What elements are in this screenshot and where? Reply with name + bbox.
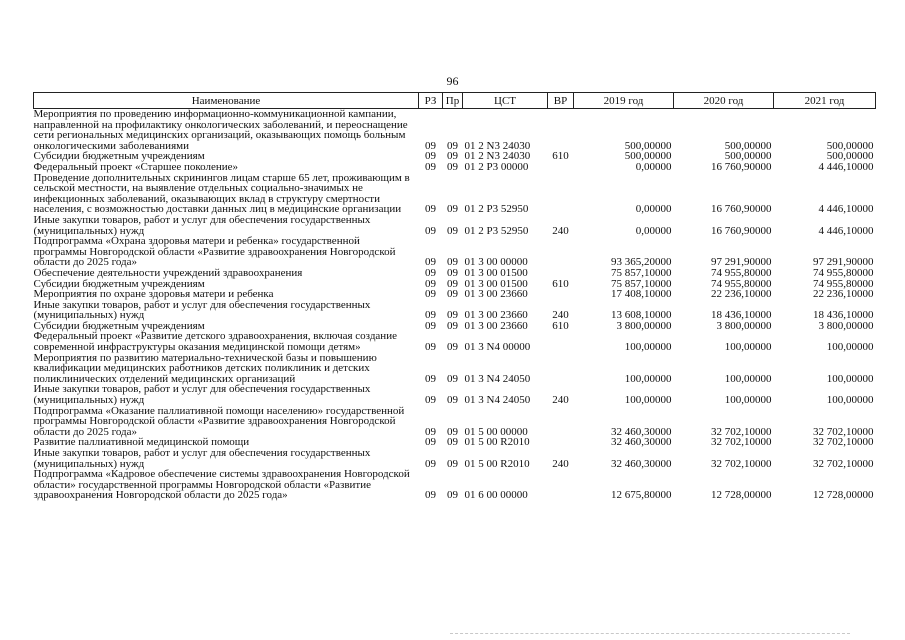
page-number: 96 <box>446 74 459 88</box>
cell-vr <box>548 236 574 268</box>
table-row <box>34 448 876 469</box>
cell-rz: 09 <box>425 457 436 470</box>
cell-pr: 09 <box>447 277 458 290</box>
cell-vr <box>548 268 574 279</box>
cell-cst: 01 3 N4 24050 <box>464 394 531 407</box>
cell-cst: 01 3 00 00000 <box>464 256 528 269</box>
cell-cst: 01 3 N4 24050 <box>464 372 531 385</box>
cell-rz: 09 <box>425 425 436 438</box>
cell-cst: 01 2 N3 24030 <box>464 139 531 152</box>
cell-cst: 01 2 N3 24030 <box>464 150 531 163</box>
cell-pr: 09 <box>447 436 458 449</box>
table-header-row <box>34 93 876 109</box>
cell-pr: 09 <box>447 309 458 322</box>
table-row <box>34 162 876 173</box>
cell-2020: 3 800,00000 <box>716 319 772 332</box>
cell-rz: 09 <box>425 319 436 332</box>
cell-rz: 09 <box>425 277 436 290</box>
cell-rz: 09 <box>425 309 436 322</box>
header-rz: РЗ <box>419 93 443 109</box>
cell-rz: 09 <box>425 256 436 269</box>
cell-2020: 100,00000 <box>724 341 772 354</box>
cell-2019: 32 460,30000 <box>611 457 672 470</box>
cell-vr: 240 <box>552 457 569 470</box>
cell-pr: 09 <box>447 160 458 173</box>
cell-pr: 09 <box>447 139 458 152</box>
cell-name: Иные закупки товаров, работ и услуг для обеспечения государственных (муниципальных) нужд <box>33 213 371 237</box>
cell-2020: 74 955,80000 <box>711 277 772 290</box>
header-2021: 2021 год <box>774 93 876 109</box>
cell-vr <box>548 109 574 152</box>
cell-pr: 09 <box>447 224 458 237</box>
table-row <box>34 215 876 236</box>
cell-cst: 01 3 00 01500 <box>464 277 528 290</box>
cell-2021: 100,00000 <box>826 372 874 385</box>
cell-2019: 13 608,10000 <box>611 309 672 322</box>
table-body <box>34 109 876 501</box>
header-cst: ЦСТ <box>463 93 548 109</box>
cell-name: Субсидии бюджетным учреждениям <box>33 319 205 332</box>
cell-cst: 01 5 00 00000 <box>464 425 528 438</box>
cell-2021: 100,00000 <box>826 341 874 354</box>
cell-2021: 500,00000 <box>826 150 874 163</box>
cell-rz: 09 <box>425 436 436 449</box>
cell-name: Федеральный проект «Развитие детского здравоохранения, включая создание современной инфраструктуры оказания медицинской помощи детям» <box>33 330 397 354</box>
cell-name: Подпрограмма «Кадровое обеспечение системы здравоохранения Новгородской области» государственной программы Новгородской области «Развитие здравоохранения Новгородской области до 2025 года» <box>33 468 410 502</box>
table-row <box>34 331 876 352</box>
cell-2019: 0,00000 <box>635 160 672 173</box>
cell-2021: 3 800,00000 <box>818 319 874 332</box>
cell-2020: 500,00000 <box>724 139 772 152</box>
cell-rz: 09 <box>425 224 436 237</box>
cell-pr: 09 <box>447 256 458 269</box>
cell-name: Подпрограмма «Оказание паллиативной помощи населению» государственной программы Новгородской области «Развитие здравоохранения Новгородской области до 2025 года» <box>33 404 405 438</box>
table-row <box>34 469 876 501</box>
cell-rz: 09 <box>425 341 436 354</box>
cell-vr: 240 <box>552 224 569 237</box>
cell-2021: 97 291,90000 <box>813 256 874 269</box>
cell-2020: 16 760,90000 <box>711 224 772 237</box>
cell-cst: 01 6 00 00000 <box>464 489 528 502</box>
cell-rz: 09 <box>425 372 436 385</box>
cell-2019: 0,00000 <box>635 203 672 216</box>
cell-2021: 22 236,10000 <box>813 288 874 301</box>
cell-name: Субсидии бюджетным учреждениям <box>33 150 205 163</box>
cell-rz: 09 <box>425 489 436 502</box>
cell-pr: 09 <box>447 288 458 301</box>
header-vr: ВР <box>548 93 574 109</box>
cell-2021: 4 446,10000 <box>818 160 874 173</box>
cell-name: Иные закупки товаров, работ и услуг для обеспечения государственных (муниципальных) нужд <box>33 383 371 407</box>
cell-pr: 09 <box>447 319 458 332</box>
cell-name: Подпрограмма «Охрана здоровья матери и ребенка» государственной программы Новгородской области «Развитие здравоохранения Новгородской области до 2025 года» <box>33 235 396 269</box>
cell-2021: 12 728,00000 <box>813 489 874 502</box>
cell-vr <box>548 173 574 215</box>
table-row <box>34 300 876 321</box>
table-row <box>34 109 876 152</box>
cell-vr <box>548 353 574 385</box>
cell-2021: 4 446,10000 <box>818 224 874 237</box>
cell-vr <box>548 331 574 352</box>
table-row <box>34 268 876 279</box>
cell-vr: 610 <box>552 150 569 163</box>
cell-pr: 09 <box>447 489 458 502</box>
cell-2019: 0,00000 <box>635 224 672 237</box>
cell-2020: 32 702,10000 <box>711 425 772 438</box>
cell-rz: 09 <box>425 203 436 216</box>
cell-rz: 09 <box>425 150 436 163</box>
cell-vr: 610 <box>552 277 569 290</box>
cell-2020: 32 702,10000 <box>711 457 772 470</box>
cell-pr: 09 <box>447 394 458 407</box>
cell-cst: 01 3 00 01500 <box>464 266 528 279</box>
cell-2020: 16 760,90000 <box>711 203 772 216</box>
table-row <box>34 236 876 268</box>
cell-vr <box>548 406 574 438</box>
cell-2020: 97 291,90000 <box>711 256 772 269</box>
cell-cst: 01 2 P3 52950 <box>464 203 529 216</box>
cell-name: Иные закупки товаров, работ и услуг для обеспечения государственных (муниципальных) нужд <box>33 298 371 322</box>
cell-2020: 16 760,90000 <box>711 160 772 173</box>
table-row <box>34 384 876 405</box>
cell-2019: 32 460,30000 <box>611 436 672 449</box>
cell-cst: 01 5 00 R2010 <box>464 436 530 449</box>
cell-pr: 09 <box>447 457 458 470</box>
cell-2020: 22 236,10000 <box>711 288 772 301</box>
cell-2021: 18 436,10000 <box>813 309 874 322</box>
header-2019: 2019 год <box>574 93 674 109</box>
cell-2021: 32 702,10000 <box>813 425 874 438</box>
table-row <box>34 353 876 385</box>
cell-2020: 32 702,10000 <box>711 436 772 449</box>
cell-2019: 17 408,10000 <box>611 288 672 301</box>
cell-2019: 3 800,00000 <box>616 319 672 332</box>
cell-cst: 01 2 P3 00000 <box>464 160 529 173</box>
cell-cst: 01 3 N4 00000 <box>464 341 531 354</box>
cell-vr <box>548 437 574 448</box>
cell-vr <box>548 469 574 501</box>
cell-2019: 75 857,10000 <box>611 277 672 290</box>
cell-2019: 75 857,10000 <box>611 266 672 279</box>
cell-2020: 100,00000 <box>724 394 772 407</box>
header-pr: Пр <box>443 93 463 109</box>
scan-artifact-line <box>450 633 850 635</box>
cell-name: Иные закупки товаров, работ и услуг для обеспечения государственных (муниципальных) нужд <box>33 447 371 470</box>
cell-rz: 09 <box>425 266 436 279</box>
cell-rz: 09 <box>425 160 436 173</box>
cell-2021: 100,00000 <box>826 394 874 407</box>
cell-cst: 01 3 00 23660 <box>464 309 528 322</box>
cell-2020: 500,00000 <box>724 150 772 163</box>
cell-2019: 100,00000 <box>624 394 672 407</box>
cell-2019: 12 675,80000 <box>611 489 672 502</box>
cell-name: Субсидии бюджетным учреждениям <box>33 277 205 290</box>
cell-vr: 240 <box>552 394 569 407</box>
cell-vr: 240 <box>552 309 569 322</box>
cell-name: Мероприятия по развитию материально-технической базы и повышению квалификации медицинских работников детских поликлиник и детских поликлинических отделений медицинских организаций <box>33 351 377 385</box>
cell-2020: 18 436,10000 <box>711 309 772 322</box>
cell-pr: 09 <box>447 341 458 354</box>
cell-2019: 93 365,20000 <box>611 256 672 269</box>
cell-2019: 100,00000 <box>624 372 672 385</box>
cell-vr <box>548 162 574 173</box>
table-row <box>34 173 876 215</box>
cell-cst: 01 2 P3 52950 <box>464 224 529 237</box>
cell-2020: 74 955,80000 <box>711 266 772 279</box>
cell-pr: 09 <box>447 266 458 279</box>
budget-table <box>33 92 876 501</box>
cell-2019: 100,00000 <box>624 341 672 354</box>
cell-2020: 12 728,00000 <box>711 489 772 502</box>
cell-rz: 09 <box>425 394 436 407</box>
cell-cst: 01 3 00 23660 <box>464 319 528 332</box>
cell-vr <box>548 289 574 300</box>
cell-2021: 32 702,10000 <box>813 457 874 470</box>
cell-2021: 32 702,10000 <box>813 436 874 449</box>
cell-cst: 01 5 00 R2010 <box>464 457 530 470</box>
cell-name: Мероприятия по проведению информационно-коммуникационной кампании, направленной на профилактику онкологических заболеваний, и переоснащение сети региональных медицинских организаций, оказывающих помощь больным онкологическими заболеваниями <box>33 108 408 152</box>
cell-2019: 500,00000 <box>624 150 672 163</box>
cell-2019: 32 460,30000 <box>611 425 672 438</box>
cell-cst: 01 3 00 23660 <box>464 288 528 301</box>
cell-pr: 09 <box>447 203 458 216</box>
header-2020: 2020 год <box>674 93 774 109</box>
cell-name: Проведение дополнительных скринингов лицам старше 65 лет, проживающим в сельской местности, на выявление отдельных социально-значимых не инфекционных заболеваний, оказывающих вклад в структуру смертности населения, с возможностью доставки данных лиц в медицинские организации <box>33 171 410 216</box>
cell-pr: 09 <box>447 372 458 385</box>
header-name: Наименование <box>34 93 419 109</box>
cell-name: Развитие паллиативной медицинской помощи <box>33 436 250 449</box>
cell-2019: 500,00000 <box>624 139 672 152</box>
cell-rz: 09 <box>425 288 436 301</box>
cell-name: Мероприятия по охране здоровья матери и ребенка <box>33 288 274 301</box>
cell-2021: 74 955,80000 <box>813 266 874 279</box>
cell-name: Федеральный проект «Старшее поколение» <box>33 160 239 173</box>
cell-pr: 09 <box>447 150 458 163</box>
cell-2021: 74 955,80000 <box>813 277 874 290</box>
cell-pr: 09 <box>447 425 458 438</box>
table-row <box>34 406 876 438</box>
cell-2021: 500,00000 <box>826 139 874 152</box>
cell-name: Обеспечение деятельности учреждений здравоохранения <box>33 266 303 279</box>
cell-rz: 09 <box>425 139 436 152</box>
cell-vr: 610 <box>552 319 569 332</box>
cell-2020: 100,00000 <box>724 372 772 385</box>
cell-2021: 4 446,10000 <box>818 203 874 216</box>
